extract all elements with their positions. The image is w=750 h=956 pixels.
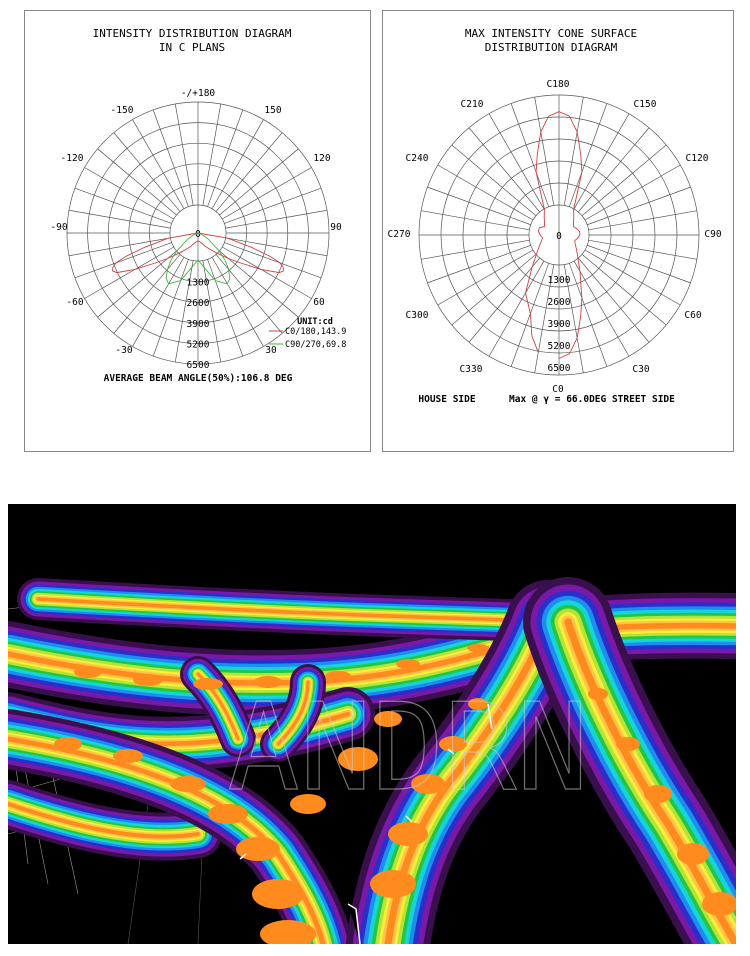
- angle-label: 60: [313, 297, 325, 308]
- intensity-distribution-panel: [24, 10, 371, 452]
- grid-spoke: [208, 110, 243, 207]
- hotspot: [370, 870, 416, 898]
- watermark: ANDRN: [227, 679, 589, 818]
- angle-label: C120: [685, 153, 709, 164]
- hotspot: [616, 737, 640, 751]
- chart-title-line1: INTENSITY DISTRIBUTION DIAGRAM: [92, 27, 292, 40]
- angle-label: -90: [50, 222, 68, 233]
- hotspot: [677, 843, 709, 865]
- hotspot: [74, 666, 102, 678]
- grid-spoke: [224, 188, 321, 223]
- unit-label: UNIT:cd: [297, 317, 333, 327]
- angle-label: -30: [115, 345, 133, 356]
- grid-spoke: [511, 103, 549, 206]
- angle-label: C270: [387, 229, 411, 240]
- radial-label: 5200: [186, 339, 210, 351]
- angle-label: 30: [265, 345, 277, 356]
- grid-spoke: [175, 104, 193, 205]
- radial-label: 2600: [547, 297, 571, 308]
- cone-surface-polar-chart: [383, 11, 735, 453]
- grid-spoke: [569, 103, 607, 206]
- grid-spoke: [69, 210, 170, 228]
- angle-labels: [50, 88, 342, 356]
- road-illuminance-render: [8, 504, 736, 944]
- grid-spoke: [224, 243, 321, 278]
- grid-spoke: [511, 263, 549, 366]
- angle-label: 150: [264, 105, 282, 116]
- angle-label: C60: [684, 310, 702, 321]
- angle-label: -120: [60, 153, 84, 164]
- hotspot: [54, 737, 82, 751]
- hotspot: [170, 776, 206, 792]
- max-gamma-street-side: Max @ γ = 66.0DEG STREET SIDE: [509, 394, 675, 405]
- grid-spoke: [75, 243, 172, 278]
- hotspot: [252, 879, 304, 909]
- false-color-render: [8, 504, 736, 944]
- radial-label: 6500: [547, 363, 571, 374]
- hotspot: [133, 674, 163, 686]
- radial-label: 6500: [186, 360, 210, 371]
- angle-label: -/+180: [180, 88, 216, 99]
- grid-spoke: [208, 259, 243, 356]
- hotspot: [467, 644, 489, 652]
- grid-spoke: [589, 211, 697, 230]
- angle-label: C30: [632, 364, 650, 375]
- hotspot: [193, 678, 223, 690]
- radial-label: 0: [556, 231, 562, 242]
- angle-label: 120: [313, 153, 331, 164]
- angle-label: C0: [552, 384, 564, 395]
- chart-title-line1: MAX INTENSITY CONE SURFACE: [464, 27, 638, 40]
- angle-label: C90: [704, 229, 722, 240]
- grid-spoke: [421, 240, 529, 259]
- hotspot: [588, 688, 608, 700]
- angle-label: C300: [405, 310, 429, 321]
- c-plans-polar-chart: [25, 11, 372, 453]
- angle-label: C210: [460, 99, 484, 110]
- grid-spoke: [587, 187, 690, 225]
- angle-label: C240: [405, 153, 429, 164]
- angle-label: C180: [546, 79, 570, 90]
- house-side-label: HOUSE SIDE: [418, 394, 476, 405]
- grid-spoke: [569, 263, 607, 366]
- grid-spoke: [427, 187, 530, 225]
- grid-spoke: [226, 238, 327, 256]
- angle-label: C330: [459, 364, 483, 375]
- grid-spoke: [587, 245, 690, 283]
- average-beam-angle: AVERAGE BEAM ANGLE(50%):106.8 DEG: [103, 373, 293, 384]
- hotspot: [113, 749, 143, 763]
- grid-spoke: [226, 210, 327, 228]
- grid-spoke: [421, 211, 529, 230]
- radial-label: 3900: [186, 318, 210, 330]
- cone-surface-panel: [382, 10, 734, 452]
- legend-label-c0: C0/180,143.9: [285, 327, 347, 337]
- angle-label: -150: [110, 105, 134, 116]
- hotspot: [644, 785, 672, 803]
- chart-title-line2: DISTRIBUTION DIAGRAM: [484, 41, 618, 54]
- angle-label: -60: [66, 297, 84, 308]
- grid-spoke: [153, 110, 188, 207]
- radial-label: 1300: [186, 277, 210, 289]
- grid-spoke: [69, 238, 170, 256]
- hotspot: [388, 822, 428, 846]
- radial-label: 3900: [547, 319, 571, 330]
- radial-label: 1300: [547, 275, 571, 286]
- grid-spoke: [153, 259, 188, 356]
- grid-spoke: [75, 188, 172, 223]
- legend-label-c90: C90/270,69.8: [285, 340, 347, 350]
- hotspot: [396, 659, 420, 669]
- grid-spoke: [589, 240, 697, 259]
- radial-label: 5200: [547, 341, 571, 352]
- radial-label: 0: [195, 229, 201, 240]
- angle-label: 90: [330, 222, 342, 233]
- radial-label: 2600: [186, 298, 210, 310]
- grid-spoke: [203, 104, 221, 205]
- grid-spoke: [427, 245, 530, 283]
- angle-label: C150: [633, 99, 657, 110]
- chart-title-line2: IN C PLANS: [158, 41, 226, 54]
